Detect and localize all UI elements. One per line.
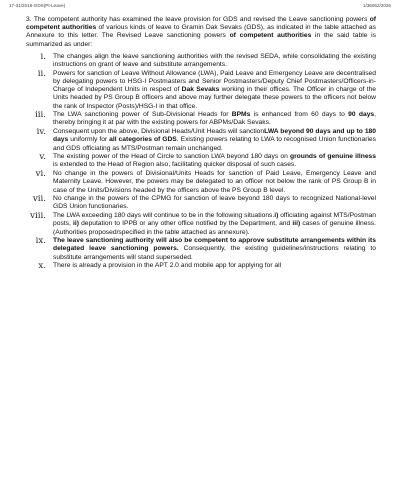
item-text: cases of genuine illness. (Authorities proposed/specified in the table attached as annexure).: [53, 220, 377, 236]
list-item: [26, 128, 376, 153]
item-number: viii.: [30, 211, 46, 222]
item-text: , thereby bringing it at par with the existing powers for ABPMs/Dak Sevaks.: [53, 111, 376, 127]
item-number: vi.: [35, 169, 46, 180]
list-item: [26, 262, 376, 270]
document-number: 1/36062/2026: [362, 3, 391, 8]
item-text: uniformly for: [68, 136, 110, 144]
list-item: [26, 153, 376, 169]
item-bold: Dak Sevaks: [181, 86, 220, 94]
item-text: Powers for sanction of Leave Without Allowance (LWA), Paid Leave and Emergency Leave are decentralised by delegating powers to HSG-I Postmasters and Senior Postmasters/Deputy Chief Postmasters/Officers-in-Charge of Independent Units in respect of: [53, 69, 376, 94]
summary-list: [26, 53, 376, 271]
intro-text-3: in the said table is summarized as under:: [26, 32, 376, 48]
item-text: No change in the powers of the CPMG for sanction of leave beyond 180 days to recognized National-level GDS Union functionaries.: [53, 195, 376, 211]
item-bold: 90 days: [348, 111, 375, 119]
item-bold: i): [274, 212, 279, 220]
list-item: [26, 170, 376, 195]
item-text: officiating against MTS/Postman posts,: [53, 212, 376, 228]
item-text: Consequently, the existing guidelines/instructions relating to substitute arrangements will stand superseded.: [53, 245, 376, 261]
item-text: The LWA exceeding 180 days will continue to be in the following situations.: [53, 212, 275, 220]
item-number: v.: [39, 152, 46, 163]
list-item: [26, 70, 376, 111]
item-number: i.: [40, 51, 46, 62]
item-number: iv.: [36, 127, 46, 138]
list-item: [26, 195, 376, 211]
item-number: ii.: [37, 68, 46, 79]
item-bold: BPMs: [231, 111, 251, 119]
item-text: There is already a provision in the APT 2.0 and mobile app for applying for all: [53, 262, 282, 270]
intro-paragraph: [26, 16, 376, 49]
item-text: is extended to the Head of Region also, facilitating quicker disposal of such cases.: [53, 161, 297, 169]
intro-bold-2: of competent authorities: [229, 32, 312, 40]
item-bold: all categories of GDS: [109, 136, 177, 144]
intro-bold-1: of competent authorities: [26, 16, 376, 32]
item-text: is enhanced from 60 days to: [250, 111, 349, 119]
item-text: The changes align the leave sanctioning authorities with the revised SEDA, while consolidating the existing instructions on grant of leave and substitute arrangements.: [53, 52, 376, 69]
item-text: deputation to IPPB or any other office notified by the Department, and: [78, 220, 293, 228]
item-bold: The leave sanctioning authority will also be competent to approve substitute arrangements within its delegated leave sanctioning powers.: [53, 237, 376, 253]
item-number: iii.: [35, 110, 46, 121]
list-item: [26, 212, 376, 237]
list-item: [26, 111, 376, 127]
item-text: working in their offices. The Officer in charge of the Units headed by PS Group B officers and above may further delegate these powers to the officers not below the rank of Inspector (Posts)/HSG-I in that office.: [53, 86, 377, 110]
intro-text-2: of various kinds of leave to Gramin Dak Sevaks (GDS), as indicated in the table attached as Annexure to this letter. The Revised Leave sanctioning powers: [26, 24, 376, 40]
document-reference: 17-31/2016-GDS(Pt-Leave): [9, 3, 66, 8]
document-body: [26, 16, 376, 271]
item-text: Consequent upon the above, Divisional Heads/Unit Heads will sanction: [53, 128, 265, 136]
item-bold: grounds of genuine illness: [289, 153, 376, 161]
intro-text-1: 3. The competent authority has examined the leave provision for GDS and revised the Leave sanctioning powers: [26, 16, 370, 23]
item-bold: iii): [292, 220, 301, 228]
item-text: . Existing powers relating to LWA to recognised Union functionaries and GDS officiating as MTS/Postman remain unchanged.: [53, 136, 376, 152]
item-number: x.: [38, 261, 46, 272]
list-item: [26, 237, 376, 262]
item-text: No change in the powers of Divisional/Units Heads for sanction of Paid Leave, Emergency Leave and Maternity Leave. However, the powers may be delegated to an officer not below the rank of PS Group B in case of the Units/Divisions headed by the officers above the PS Group B level.: [53, 170, 376, 194]
item-bold: LWA beyond 90 days and up to 180 days: [53, 128, 376, 144]
item-bold: ii): [72, 220, 79, 228]
item-number: ix.: [35, 236, 46, 247]
item-text: The existing power of the Head of Circle to sanction LWA beyond 180 days on: [53, 153, 290, 161]
list-item: [26, 53, 376, 69]
item-number: vii.: [32, 194, 46, 205]
item-text: The LWA sanctioning power of Sub-Divisional Heads for: [53, 111, 232, 119]
